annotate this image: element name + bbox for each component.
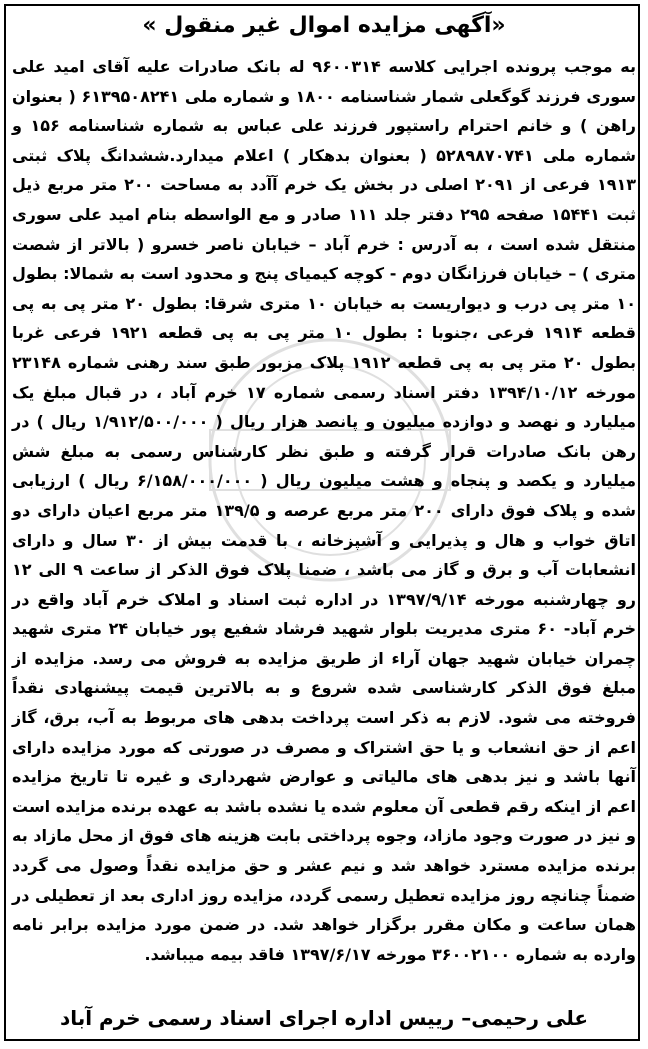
- notice-signature: علی رحیمی– رییس اداره اجرای اسناد رسمی خرم آباد: [59, 1006, 589, 1030]
- notice-body: به موجب پرونده اجرایی کلاسه ۹۶۰۰۳۱۴ له بانک صادرات علیه آقای امید علی سوری فرزند گوگعلی شمار شناسنامه ۱۸۰۰ و شماره ملی ۶۱۳۹۵۰۸۲۴۱ ( بعنوان راهن ) و خانم احترام راستپور فرزند علی عباس به شماره شناسنامه ۱۵۶ و شماره ملی ۵۲۸۹۸۷۰۷۴۱ ( بعنوان بدهکار ) اعلام میدارد.ششدانگ پلاک ثبتی ۱۹۱۳ فرعی از ۲۰۹۱ اصلی در بخش یک خرم آآدد به مساحت ۲۰۰ متر مربع ذیل ثبت ۱۵۴۴۱ صفحه ۲۹۵ دفتر جلد ۱۱۱ صادر و مع الواسطه بنام امید علی سوری منتقل شده است ، به آدرس : خرم آباد – خیابان ناصر خسرو ( بالاتر از شصت متری ) – خیابان فرزانگان دوم - کوچه کیمیای پنج و محدود است به شمالا: بطول ۱۰ متر پی درب و دیواریست به خیابان ۱۰ متری شرقا: بطول ۲۰ متر پی به پی قطعه ۱۹۱۴ فرعی ،جنوبا : بطول ۱۰ متر پی به پی قطعه ۱۹۲۱ فرعی غربا بطول ۲۰ متر پی به پی قطعه ۱۹۱۲ پلاک مزبور طبق سند رهنی شماره ۲۳۱۴۸ مورخه ۱۳۹۴/۱۰/۱۲ دفتر اسناد رسمی شماره ۱۷ خرم آباد ، در قبال مبلغ یک میلیارد و نهصد و دوازده میلیون و پانصد هزار ریال ( ۱/۹۱۲/۵۰۰/۰۰۰ ریال ) در رهن بانک صادرات قرار گرفته و طبق نظر کارشناس رسمی به مبلغ شش میلیارد و یکصد و پنجاه و هشت میلیون ریال ( ۶/۱۵۸/۰۰۰/۰۰۰ ریال ) ارزیابی شده و پلاک فوق دارای ۲۰۰ متر مربع عرصه و ۱۳۹/۵ متر مربع اعیان دارای دو اتاق خواب و هال و پذیرایی و آشپزخانه ، با قدمت بیش از ۳۰ سال و دارای انشعابات آب و برق و گاز می باشد ، ضمنا پلاک فوق الذکر از ساعت ۹ الی ۱۲ رو چهارشنبه مورخه ۱۳۹۷/۹/۱۴ در اداره ثبت اسناد و املاک خرم آباد واقع در خرم آباد- ۶۰ متری مدیریت بلوار شهید فرشاد شفیع پور خیابان ۲۴ متری شهید چمران خیابان شهید جهان آراء از طریق مزایده به فروش می رسد. مزایده از مبلغ فوق الذکر کارشناسی شده شروع و به بالاترین قیمت پیشنهادی نقداً فروخته می شود. لازم به ذکر است پرداخت بدهی های مربوط به آب، برق، گاز اعم از حق انشعاب و یا حق اشتراک و مصرف در صورتی که مورد مزایده دارای آنها باشد و نیز بدهی های مالیاتی و عوارض شهرداری و غیره تا تاریخ مزایده اعم از اینکه رقم قطعی آن معلوم شده یا نشده باشد به عهده برنده مزایده است و نیز در صورت وجود مازاد، وجوه پرداختی بابت هزینه های فوق از محل مازاد به برنده مزایده مسترد خواهد شد و نیم عشر و حق مزایده نقداً وصول می گردد ضمناً چنانچه روز مزایده تعطیل رسمی گردد، مزایده روز اداری بعد از تعطیلی در همان ساعت و مکان مقرر برگزار خواهد شد. در ضمن مورد مزایده برابر نامه وارده به شماره ۳۶۰۰۲۱۰۰ مورخه ۱۳۹۷/۶/۱۷ فاقد بیمه میباشد.: [12, 57, 637, 964]
- notice-title: «آگهی مزایده اموال غیر منقول »: [142, 13, 506, 38]
